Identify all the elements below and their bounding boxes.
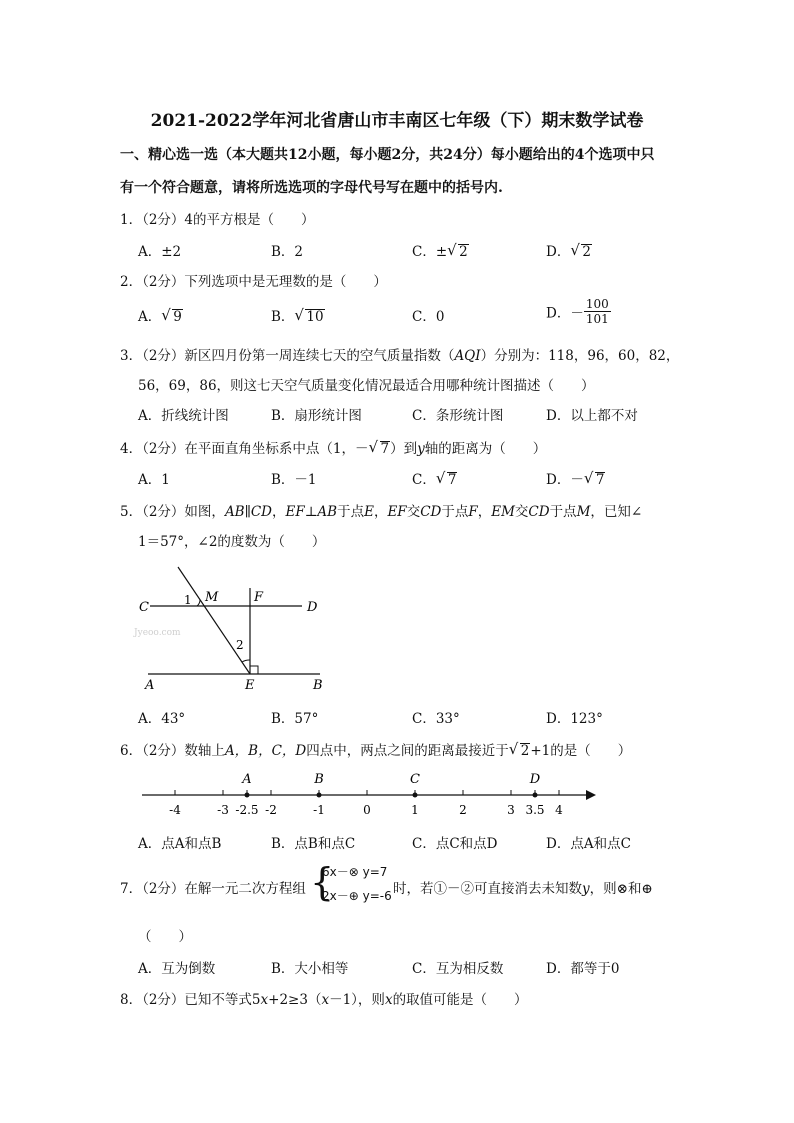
q2-option-d: D．－ $\frac{100}{101}$ — [546, 297, 609, 326]
q5-option-c: C．33° — [412, 711, 460, 727]
axis-tick-label: 1 — [411, 803, 419, 817]
q3-option-d: D．以上都不对 — [546, 408, 638, 424]
watermark: Jyeoo.com — [134, 628, 181, 638]
sqrt-symbol: √ 2 — [570, 241, 591, 260]
axis-tick-label: 3 — [507, 803, 515, 817]
q7-option-a: A．互为倒数 — [138, 961, 216, 977]
equation-1: 6x－⊗ y=7 — [322, 865, 388, 879]
q2-option-b: B． √ 10 — [271, 306, 324, 325]
question-7-stem-a: 7．（2分）在解一元二次方程组 — [120, 881, 306, 897]
sqrt-symbol: √ 2 — [508, 740, 530, 759]
q1-option-d: D． √ 2 — [546, 241, 591, 260]
question-2-stem: 2．（2分）下列选项中是无理数的是（ ） — [120, 274, 387, 290]
sqrt-symbol: √ 7 — [583, 469, 605, 488]
q7-option-b: B．大小相等 — [271, 961, 349, 977]
axis-tick-label: 3.5 — [525, 803, 545, 817]
label-e: E — [245, 678, 255, 693]
question-4-stem: 4．（2分）在平面直角坐标系中点（1，－ √ 7）到y轴的距离为（ ） — [120, 438, 547, 457]
q7-option-d: D．都等于0 — [546, 961, 620, 977]
label-a: A — [145, 678, 155, 693]
label-b: B — [313, 678, 323, 693]
sqrt-symbol: √ 10 — [294, 306, 324, 325]
axis-tick-label: 0 — [363, 803, 371, 817]
label-c: C — [139, 600, 149, 615]
q4-option-a: A．1 — [138, 472, 170, 488]
label-angle-1: 1 — [184, 593, 192, 607]
axis-tick-label: -4 — [169, 803, 181, 817]
axis-tick-label: 2 — [459, 803, 467, 817]
point-c-label: C — [410, 772, 420, 787]
question-7-stem-b: 时，若①－②可直接消去未知数y，则⊗和⊕ — [393, 881, 653, 897]
sqrt-symbol: √ 2 — [447, 241, 468, 260]
q1-option-b: B．2 — [271, 244, 304, 260]
number-line-arrow — [586, 790, 596, 800]
fraction: $\frac{100}{101}$ — [585, 297, 609, 326]
q6-option-c: C．点C和点D — [412, 836, 498, 852]
angle-1-arc — [197, 600, 200, 606]
sqrt-symbol: √ 9 — [161, 306, 182, 325]
section-heading-line2: 有一个符合题意，请将所选选项的字母代号写在题中的括号内. — [120, 180, 503, 196]
q5-option-b: B．57° — [271, 711, 319, 727]
question-6-stem: 6．（2分）数轴上A，B，C，D四点中，两点之间的距离最接近于 √ 2+1的是（ ） — [120, 740, 632, 759]
q5-geometry-figure — [130, 560, 340, 695]
axis-tick-label: -2 — [265, 803, 277, 817]
page-title: 2021-2022学年河北省唐山市丰南区七年级（下）期末数学试卷 — [150, 111, 644, 131]
question-1-stem: 1．（2分）4的平方根是（ ） — [120, 212, 315, 228]
equation-2: 2x－⊕ y=-6 — [322, 889, 392, 903]
section-heading-line1: 一、精心选一选（本大题共12小题，每小题2分，共24分）每小题给出的4个选项中只 — [120, 147, 655, 163]
label-f: F — [254, 590, 264, 605]
q6-option-a: A．点A和点B — [138, 836, 222, 852]
system-brace: { — [310, 860, 335, 904]
q3-option-a: A．折线统计图 — [138, 408, 229, 424]
q4-option-c: C． √ 7 — [412, 469, 457, 488]
q1-option-a: A．±2 — [138, 244, 182, 260]
point-a-dot — [245, 793, 250, 798]
angle-2-arc — [242, 660, 250, 662]
label-d: D — [307, 600, 318, 615]
q6-number-line — [130, 765, 610, 820]
q6-option-b: B．点B和点C — [271, 836, 356, 852]
label-angle-2: 2 — [236, 638, 244, 652]
question-5-stem-line1: 5．（2分）如图，AB∥CD，EF⊥AB于点E，EF交CD于点F，EM交CD于点M，已知∠ — [120, 504, 643, 520]
line-em — [178, 567, 250, 674]
point-c-dot — [413, 793, 418, 798]
right-angle-mark — [250, 666, 258, 674]
point-d-label: D — [529, 772, 541, 787]
question-3-stem-line1: 3．（2分）新区四月份第一周连续七天的空气质量指数（AQI）分别为：118，96，60，82， — [120, 348, 680, 364]
q1-option-c: C．± √ 2 — [412, 241, 468, 260]
axis-tick-label: -2.5 — [235, 803, 259, 817]
q2-option-c: C．0 — [412, 309, 445, 325]
point-b-dot — [317, 793, 322, 798]
q3-option-b: B．扇形统计图 — [271, 408, 362, 424]
label-m: M — [205, 590, 219, 605]
question-5-stem-line2: 1＝57°，∠2的度数为（ ） — [138, 534, 326, 550]
point-a-label: A — [242, 772, 252, 787]
q7-option-c: C．互为相反数 — [412, 961, 504, 977]
axis-tick-label: -3 — [217, 803, 229, 817]
sqrt-symbol: √ 7 — [368, 438, 390, 457]
q2-option-a: A． √ 9 — [138, 306, 182, 325]
sqrt-symbol: √ 7 — [435, 469, 457, 488]
q4-option-b: B．－1 — [271, 472, 317, 488]
axis-tick-label: 4 — [555, 803, 563, 817]
question-3-stem-line2: 56，69，86，则这七天空气质量变化情况最适合用哪种统计图描述（ ） — [138, 378, 595, 394]
point-d-dot — [533, 793, 538, 798]
q3-option-c: C．条形统计图 — [412, 408, 504, 424]
q6-option-d: D．点A和点C — [546, 836, 631, 852]
q5-option-a: A．43° — [138, 711, 186, 727]
axis-tick-label: -1 — [313, 803, 325, 817]
question-7-stem-line2: （ ） — [138, 929, 192, 945]
q4-option-d: D．－ √ 7 — [546, 469, 605, 488]
q5-option-d: D．123° — [546, 711, 603, 727]
point-b-label: B — [314, 772, 324, 787]
question-8-stem: 8．（2分）已知不等式5x+2≥3（x－1），则x的取值可能是（ ） — [120, 992, 528, 1008]
